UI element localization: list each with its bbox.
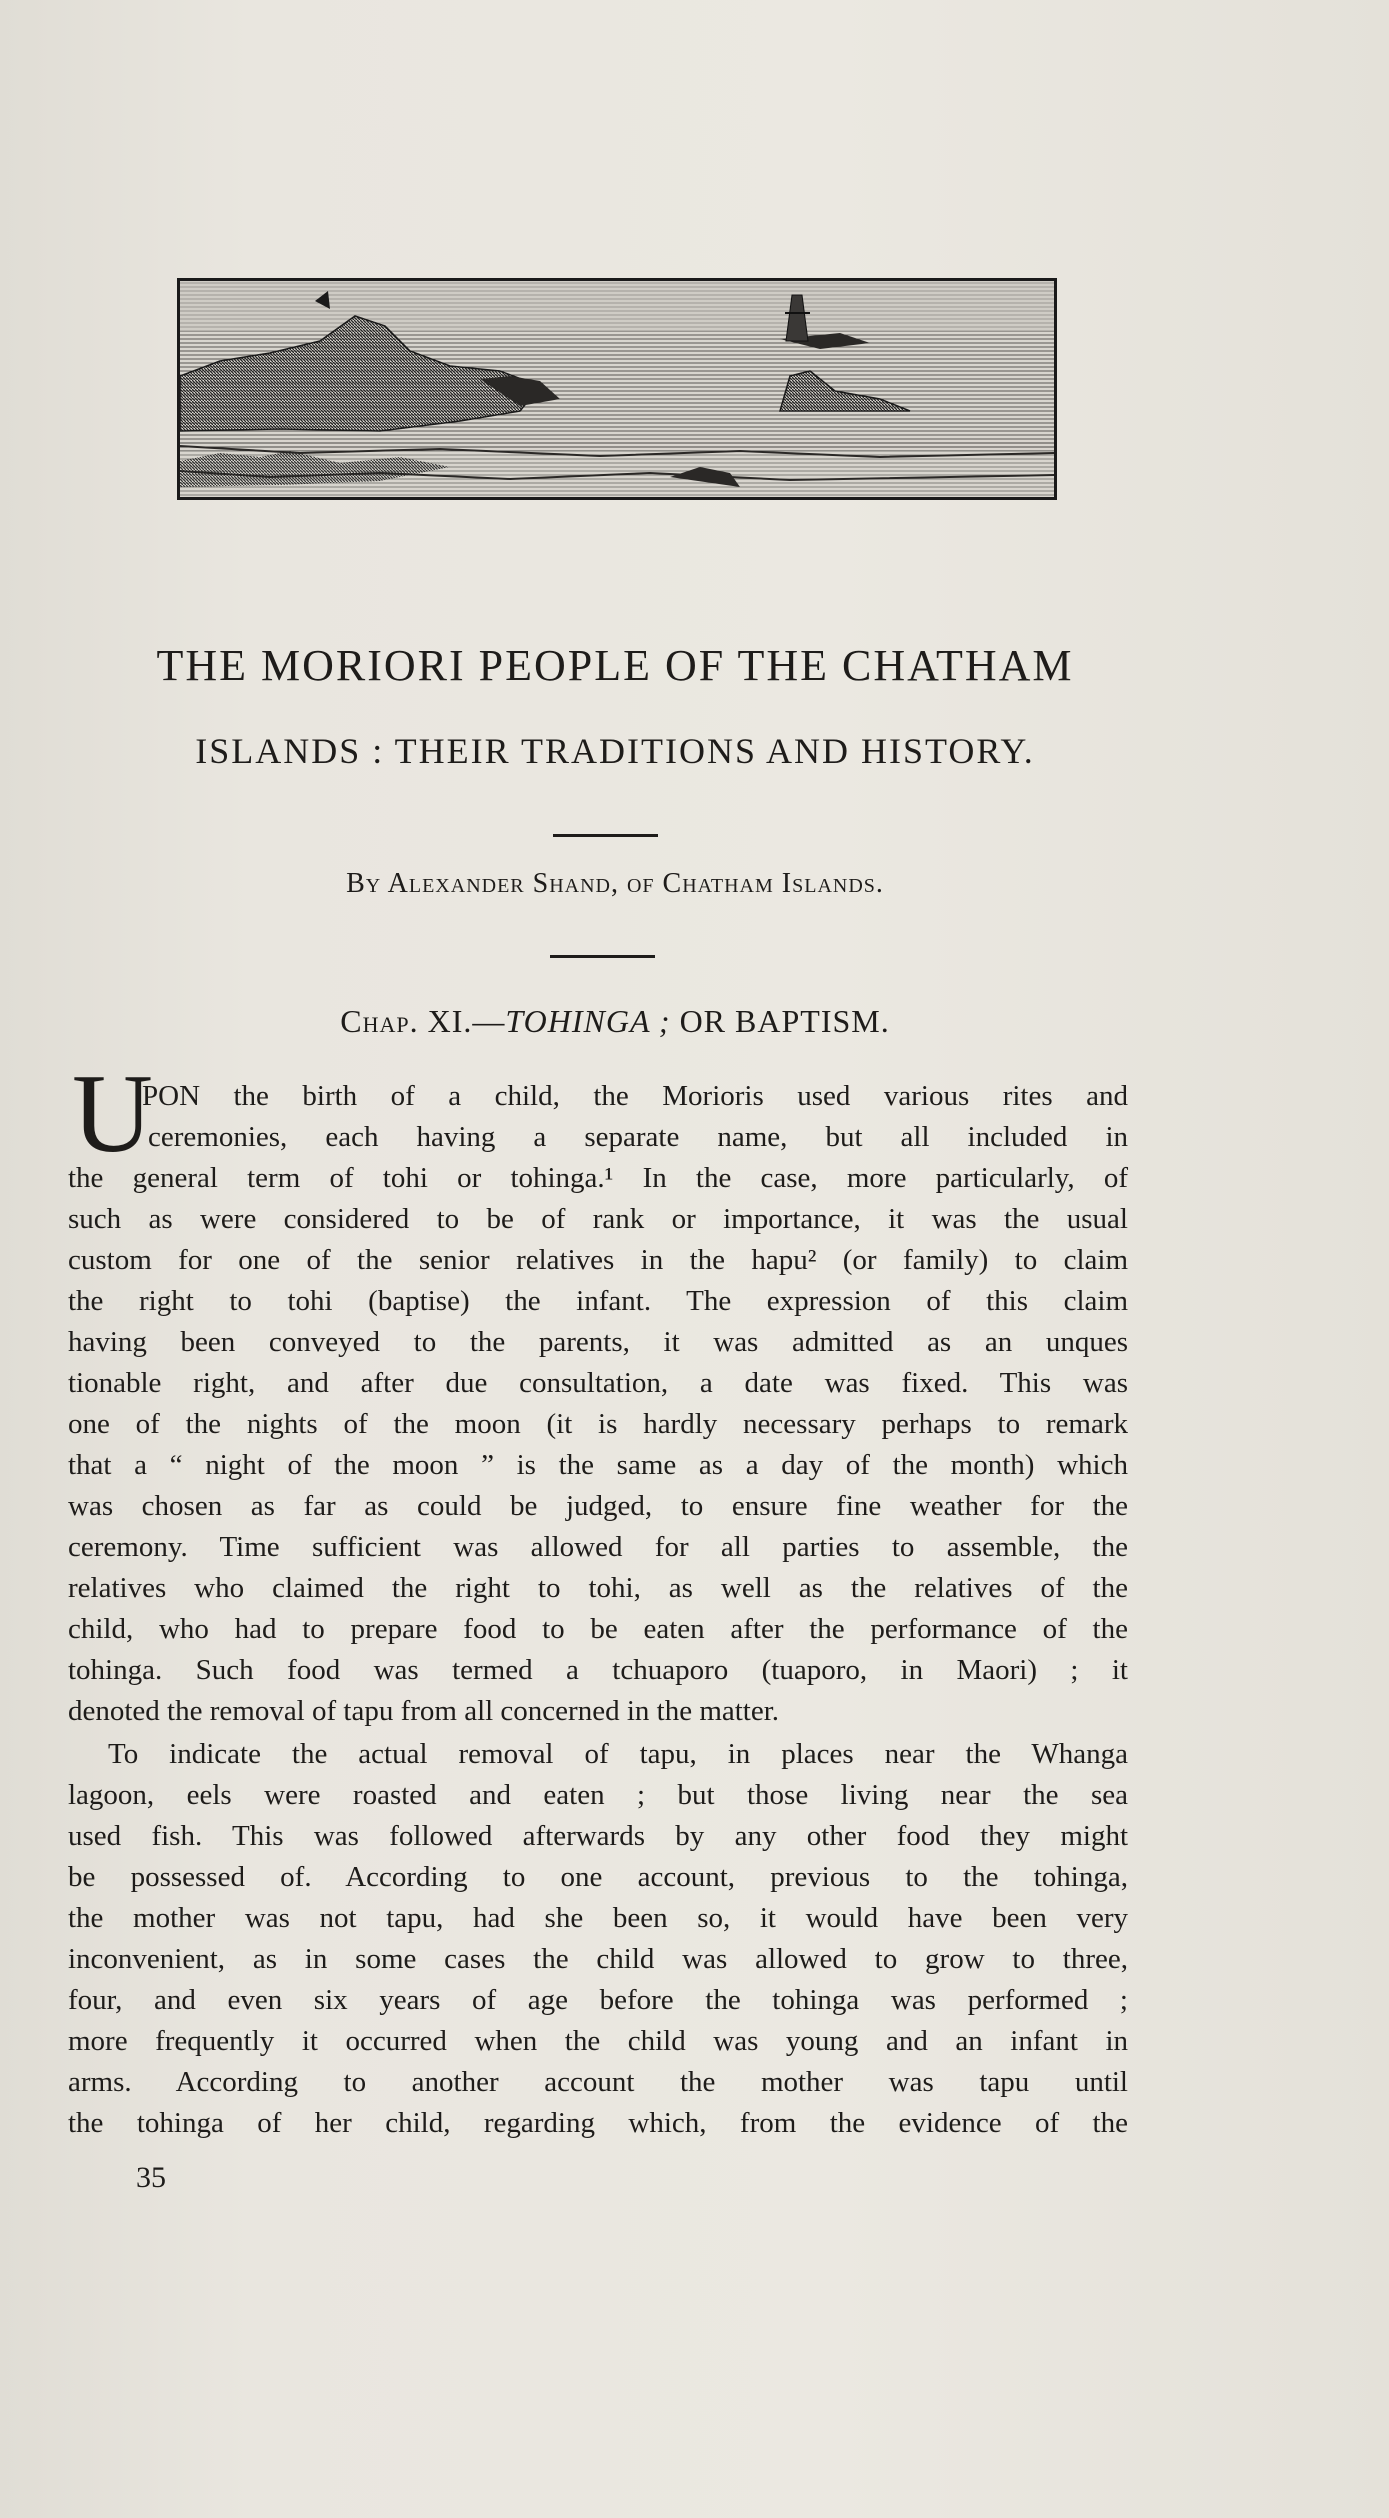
text-line: tionable right, and after due consultation, a date was fixed. This was: [68, 1367, 1128, 1399]
text-line: be possessed of. According to one account, previous to the tohinga,: [68, 1861, 1128, 1893]
text-line: the mother was not tapu, had she been so, it would have been very: [68, 1902, 1128, 1934]
text-line: having been conveyed to the parents, it was admitted as an unques: [68, 1326, 1128, 1358]
article-title-line-2: ISLANDS : THEIR TRADITIONS AND HISTORY.: [195, 731, 1035, 771]
text-line: tohinga. Such food was termed a tchuaporo (tuaporo, in Maori) ; it: [68, 1654, 1128, 1686]
text-line: To indicate the actual removal of tapu, in places near the Whanga: [108, 1738, 1128, 1770]
page-number: 35: [136, 2161, 166, 2194]
divider-rule-top: [553, 834, 658, 837]
text-line: arms. According to another account the mother was tapu until: [68, 2066, 1128, 2098]
text-line: custom for one of the senior relatives in the hapu² (or family) to claim: [68, 1244, 1128, 1276]
text-line: ceremonies, each having a separate name, but all included in: [148, 1121, 1128, 1153]
drop-cap-letter: U: [72, 1052, 153, 1176]
text-line: more frequently it occurred when the child was young and an infant in: [68, 2025, 1128, 2057]
chapter-prefix: Chap. XI.—: [340, 1003, 506, 1039]
text-line: the general term of tohi or tohinga.¹ In the case, more particularly, of: [68, 1162, 1128, 1194]
coastal-engraving-illustration: [177, 278, 1057, 500]
text-line: relatives who claimed the right to tohi, as well as the relatives of the: [68, 1572, 1128, 1604]
chapter-suffix: OR BAPTISM.: [670, 1003, 890, 1039]
chapter-italic-word: TOHINGA ;: [505, 1003, 671, 1039]
text-line: one of the nights of the moon (it is hardly necessary perhaps to remark: [68, 1408, 1128, 1440]
text-line: the tohinga of her child, regarding which, from the evidence of the: [68, 2107, 1128, 2139]
author-byline: By Alexander Shand, of Chatham Islands.: [346, 868, 884, 899]
text-line: lagoon, eels were roasted and eaten ; but those living near the sea: [68, 1779, 1128, 1811]
text-line: child, who had to prepare food to be eaten after the performance of the: [68, 1613, 1128, 1645]
chapter-heading: [60, 1003, 1170, 1040]
text-line: PON the birth of a child, the Morioris used various rites and: [142, 1080, 1128, 1112]
text-line: was chosen as far as could be judged, to ensure fine weather for the: [68, 1490, 1128, 1522]
text-line: denoted the removal of tapu from all concerned in the matter.: [68, 1695, 780, 1727]
text-line: the right to tohi (baptise) the infant. The expression of this claim: [68, 1285, 1128, 1317]
divider-rule-bottom: [550, 955, 655, 958]
text-line: that a “ night of the moon ” is the same as a day of the month) which: [68, 1449, 1128, 1481]
text-line: inconvenient, as in some cases the child was allowed to grow to three,: [68, 1943, 1128, 1975]
text-line: used fish. This was followed afterwards by any other food they might: [68, 1820, 1128, 1852]
text-line: ceremony. Time sufficient was allowed for all parties to assemble, the: [68, 1531, 1128, 1563]
text-line: such as were considered to be of rank or importance, it was the usual: [68, 1203, 1128, 1235]
article-title-line-1: THE MORIORI PEOPLE OF THE CHATHAM: [156, 641, 1074, 690]
text-line: four, and even six years of age before the tohinga was performed ;: [68, 1984, 1128, 2016]
